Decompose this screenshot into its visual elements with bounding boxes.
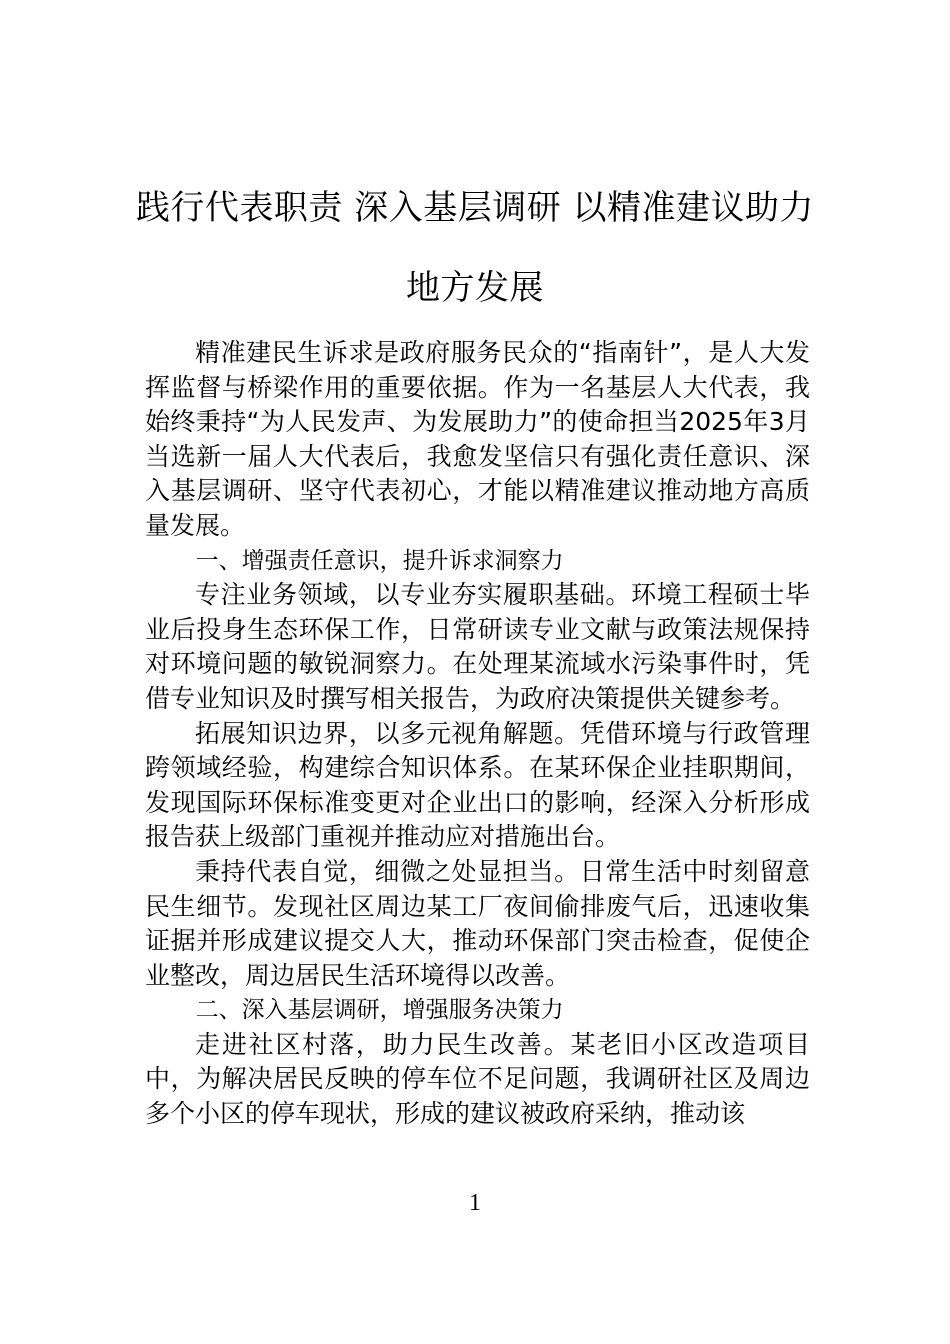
page-number: 1	[469, 1190, 481, 1216]
paragraph-knowledge-boundary: 拓展知识边界，以多元视角解题。凭借环境与行政管理跨领域经验，构建综合知识体系。在某环保企业挂职期间，发现国际环保标准变更对企业出口的影响，经深入分析形成报告获上级部门重视并推动应对措施出台。	[145, 718, 810, 852]
paragraph-professional-field: 专注业务领域，以专业夯实履职基础。环境工程硕士毕业后投身生态环保工作，日常研读专业文献与政策法规保持对环境问题的敏锐洞察力。在处理某流域水污染事件时，凭借专业知识及时撰写相关报告，为政府决策提供关键参考。	[145, 580, 810, 713]
section-heading-2: 二、深入基层调研，增强服务决策力	[195, 997, 564, 1024]
document-body	[145, 336, 810, 1132]
paragraph-representative-awareness: 秉持代表自觉，细微之处显担当。日常生活中时刻留意民生细节。发现社区周边某工厂夜间偷排废气后，迅速收集证据并形成建议提交人大，推动环保部门突击检查，促使企业整改，周边居民生活环境得以改善。	[145, 856, 810, 990]
section-heading-1: 一、增强责任意识，提升诉求洞察力	[195, 547, 564, 574]
document-title: 践行代表职责 深入基层调研 以精准建议助力地方发展	[135, 188, 815, 308]
paragraph-intro: 精准建民生诉求是政府服务民众的“指南针”，是人大发挥监督与桥梁作用的重要依据。作为一名基层人大代表，我始终秉持“为人民发声、为发展助力”的使命担当2025年3月当选新一届人大代表后，我愈发坚信只有强化责任意识、深入基层调研、坚守代表初心，才能以精准建议推动地方高质量发展。	[145, 338, 810, 540]
paragraph-community-visits: 走进社区村落，助力民生改善。某老旧小区改造项目中，为解决居民反映的停车位不足问题，我调研社区及周边多个小区的停车现状，形成的建议被政府采纳，推动该	[145, 1029, 810, 1129]
